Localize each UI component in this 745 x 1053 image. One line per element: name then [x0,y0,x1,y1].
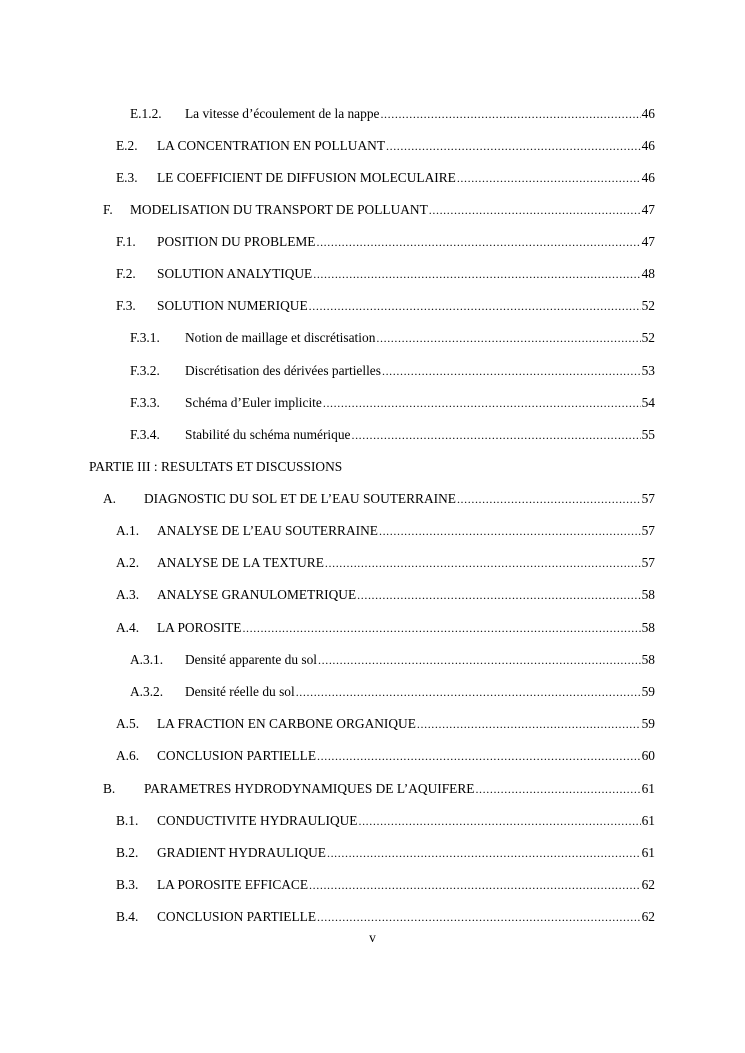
toc-entry[interactable] [116,811,655,831]
toc-entry-page: 61 [641,813,655,828]
toc-entry-number: A.3.1. [130,652,164,667]
toc-entry-page: 55 [641,427,655,442]
toc-entry-number: F.1. [116,234,136,249]
toc-entry-number: A.1. [116,523,140,538]
toc-entry-title: ANALYSE DE L’EAU SOUTERRAINE [157,523,378,538]
toc-entry-title: PARAMETRES HYDRODYNAMIQUES DE L’AQUIFERE [144,781,475,796]
toc-entry-number: F.3.2. [130,363,160,378]
toc-leader-dots [309,875,641,895]
toc-entry-number: A.4. [116,620,140,635]
toc-entry-page: 48 [641,266,655,281]
toc-entry-number: A.2. [116,555,140,570]
toc-part-heading[interactable] [89,457,655,477]
toc-entry[interactable] [116,907,655,927]
toc-leader-dots [358,811,640,831]
toc-entry-number: A.6. [116,748,140,763]
toc-entry-number: F.3.1. [130,330,160,345]
toc-entry-title: Densité apparente du sol [185,652,318,667]
toc-entry-page: 53 [641,363,655,378]
toc-entry[interactable] [116,521,655,541]
toc-leader-dots [313,264,640,284]
toc-part-title: PARTIE III : RESULTATS ET DISCUSSIONS [89,459,343,474]
page-number-footer: v [369,930,376,945]
toc-entry[interactable] [116,714,655,734]
toc-leader-dots [382,361,641,381]
toc-entry-number: A.5. [116,716,140,731]
toc-entry-number: A.3.2. [130,684,164,699]
toc-leader-dots [323,393,641,413]
toc-entry[interactable] [116,296,655,316]
toc-entry-page: 54 [641,395,655,410]
toc-entry[interactable] [130,682,655,702]
toc-leader-dots [376,328,640,348]
toc-entry-page: 52 [641,330,655,345]
toc-entry[interactable] [116,264,655,284]
toc-entry[interactable] [116,746,655,766]
toc-entry[interactable] [130,361,655,381]
toc-entry-title: GRADIENT HYDRAULIQUE [157,845,326,860]
toc-entry-number: F.3. [116,298,136,313]
toc-entry[interactable] [130,328,655,348]
toc-entry[interactable] [130,650,655,670]
toc-leader-dots [386,136,641,156]
toc-entry-page: 57 [641,491,655,506]
toc-entry-title: CONCLUSION PARTIELLE [157,748,317,763]
toc-entry-page: 46 [641,170,655,185]
toc-entry[interactable] [130,425,655,445]
toc-leader-dots [457,168,641,188]
toc-entry-page: 59 [641,716,655,731]
toc-entry[interactable] [103,489,655,509]
toc-entry-title: CONDUCTIVITE HYDRAULIQUE [157,813,358,828]
toc-entry-number: F.2. [116,266,136,281]
toc-entry-number: F.3.4. [130,427,160,442]
toc-entry-page: 59 [641,684,655,699]
toc-entry-number: A. [103,491,117,506]
toc-entry-title: SOLUTION NUMERIQUE [157,298,308,313]
toc-leader-dots [316,232,640,252]
toc-entry-number: B.1. [116,813,139,828]
toc-entry-title: LA FRACTION EN CARBONE ORGANIQUE [157,716,416,731]
toc-leader-dots [380,104,640,124]
toc-entry-title: Schéma d’Euler implicite [185,395,322,410]
toc-entry-title: ANALYSE GRANULOMETRIQUE [157,587,357,602]
toc-leader-dots [317,907,641,927]
toc-entry-number: B.4. [116,909,139,924]
toc-entry[interactable] [116,618,655,638]
toc-entry-number: F.3.3. [130,395,160,410]
toc-entry-number: B.2. [116,845,139,860]
toc-leader-dots [379,521,641,541]
toc-entry[interactable] [116,168,655,188]
toc-entry-page: 57 [641,555,655,570]
toc-leader-dots [417,714,641,734]
toc-entry-number: B.3. [116,877,139,892]
toc-leader-dots [351,425,640,445]
toc-entry-title: Notion de maillage et discrétisation [185,330,376,345]
toc-entry-title: DIAGNOSTIC DU SOL ET DE L’EAU SOUTERRAINE [144,491,456,506]
toc-entry-page: 61 [641,781,655,796]
toc-entry-page: 62 [641,877,655,892]
toc-entry-page: 61 [641,845,655,860]
toc-entry[interactable] [130,393,655,413]
toc-entry[interactable] [130,104,655,124]
toc-entry-title: SOLUTION ANALYTIQUE [157,266,313,281]
toc-leader-dots [318,650,641,670]
toc-entry[interactable] [116,843,655,863]
toc-entry-page: 58 [641,620,655,635]
toc-entry[interactable] [116,585,655,605]
toc-leader-dots [317,746,641,766]
toc-entry-title: La vitesse d’écoulement de la nappe [185,106,380,121]
toc-entry-number: E.2. [116,138,138,153]
toc-entry[interactable] [116,136,655,156]
toc-entry-title: CONCLUSION PARTIELLE [157,909,317,924]
toc-leader-dots [457,489,641,509]
toc-entry[interactable] [103,779,655,799]
toc-entry[interactable] [103,200,655,220]
toc-entry-title: MODELISATION DU TRANSPORT DE POLLUANT [130,202,428,217]
toc-entry-number: E.1.2. [130,106,162,121]
toc-entry-number: B. [103,781,116,796]
toc-leader-dots [327,843,641,863]
toc-entry-page: 62 [641,909,655,924]
toc-entry-title: ANALYSE DE LA TEXTURE [157,555,324,570]
toc-leader-dots [296,682,641,702]
toc-entry-page: 47 [641,234,655,249]
toc-entry-title: LA POROSITE [157,620,242,635]
toc-leader-dots [357,585,640,605]
toc-leader-dots [325,553,641,573]
toc-entry-title: LA POROSITE EFFICACE [157,877,309,892]
toc-entry-page: 60 [641,748,655,763]
toc-entry-title: Densité réelle du sol [185,684,295,699]
toc-entry-number: F. [103,202,113,217]
toc-entry-title: POSITION DU PROBLEME [157,234,316,249]
toc-entry-number: E.3. [116,170,138,185]
toc-entry-page: 46 [641,138,655,153]
toc-entry-title: LA CONCENTRATION EN POLLUANT [157,138,385,153]
toc-entry-page: 47 [641,202,655,217]
toc-leader-dots [309,296,641,316]
toc-entry-title: Stabilité du schéma numérique [185,427,351,442]
toc-entry-title: Discrétisation des dérivées partielles [185,363,381,378]
toc-entry-title: LE COEFFICIENT DE DIFFUSION MOLECULAIRE [157,170,456,185]
toc-entry-page: 52 [641,298,655,313]
toc-entry[interactable] [116,875,655,895]
toc-entry-page: 57 [641,523,655,538]
toc-entry-page: 58 [641,652,655,667]
toc-entry-page: 58 [641,587,655,602]
toc-leader-dots [242,618,640,638]
toc-leader-dots [475,779,640,799]
toc-entry[interactable] [116,232,655,252]
toc-leader-dots [429,200,641,220]
toc-entry-number: A.3. [116,587,140,602]
toc-entry-page: 46 [641,106,655,121]
toc-entry[interactable] [116,553,655,573]
